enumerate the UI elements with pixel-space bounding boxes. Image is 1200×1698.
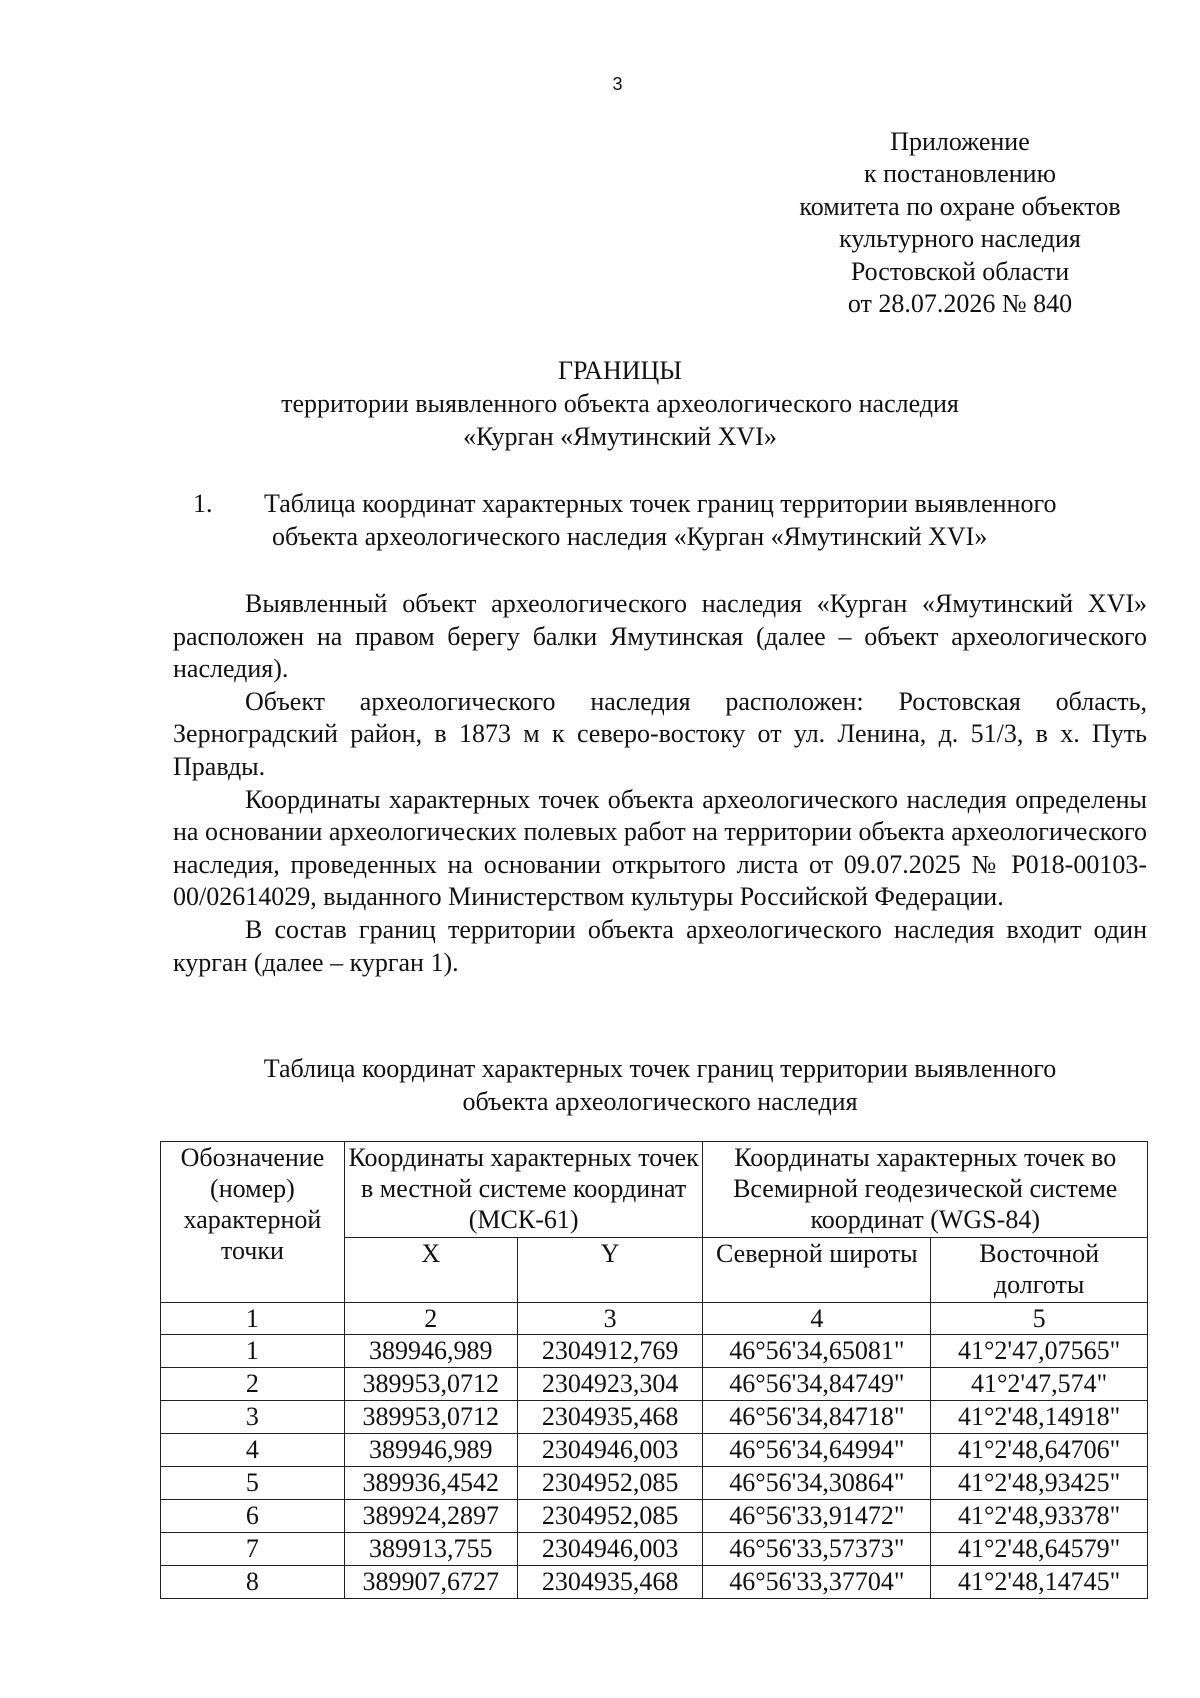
lon-cell: 41°2'48,14918"	[931, 1401, 1148, 1434]
appendix-line: Приложение	[890, 127, 1030, 156]
column-number-row	[161, 1303, 1148, 1335]
x-cell: 389953,0712	[344, 1368, 517, 1401]
x-cell: 389946,989	[344, 1335, 517, 1368]
body-text	[173, 588, 1147, 979]
y-cell: 2304952,085	[517, 1500, 703, 1533]
lon-cell: 41°2'48,64579"	[931, 1533, 1148, 1566]
lon-cell: 41°2'47,07565"	[931, 1335, 1148, 1368]
title-heading: ГРАНИЦЫ	[558, 356, 682, 385]
coordinates-table	[160, 1141, 1148, 1599]
lat-cell: 46°56'34,84749"	[703, 1368, 931, 1401]
x-cell: 389953,0712	[344, 1401, 517, 1434]
appendix-line: к постановлению	[863, 159, 1057, 189]
x-cell: 389907,6727	[344, 1566, 517, 1599]
lat-cell: 46°56'33,91472"	[703, 1500, 931, 1533]
table-header-row	[161, 1142, 1148, 1238]
y-cell: 2304935,468	[517, 1401, 703, 1434]
column-number-cell: 1	[161, 1303, 345, 1335]
subheader-y-cell: Y	[517, 1238, 703, 1303]
appendix-line: комитета по охране объектов	[799, 191, 1121, 221]
subheader-lon-cell: Восточной долготы	[931, 1238, 1148, 1303]
paragraph: Координаты характерных точек объекта археологического наследия определены на основании археологических полевых работ на территории объекта археологического наследия, проведенных на основании открытого листа от 09.07.2025 № Р018-00103-00/02614029, выданного Министерством культуры Российской Федерации.	[173, 784, 1147, 912]
table-row	[161, 1467, 1148, 1500]
table-row	[161, 1533, 1148, 1566]
table-row	[161, 1401, 1148, 1434]
subheader-lat-cell: Северной широты	[703, 1238, 931, 1303]
lon-cell: 41°2'48,64706"	[931, 1434, 1148, 1467]
column-number-cell: 2	[344, 1303, 517, 1335]
appendix-line: от 28.07.2026 № 840	[847, 289, 1073, 319]
header-msk-cell: Координаты характерных точек в местной системе координат (МСК-61)	[344, 1142, 703, 1238]
x-cell: 389913,755	[344, 1533, 517, 1566]
y-cell: 2304935,468	[517, 1566, 703, 1599]
appendix-line: культурного наследия	[839, 224, 1081, 254]
table-caption	[240, 1052, 1080, 1118]
section-title-line: Таблица координат характерных точек границ территории выявленного	[264, 489, 1057, 518]
page-number: 3	[612, 74, 623, 94]
paragraph: Объект археологического наследия расположен: Ростовская область, Зерноградский район, в 1873 м к северо-востоку от ул. Ленина, д. 51/3, в х. Путь Правды.	[173, 686, 1147, 781]
x-cell: 389936,4542	[344, 1467, 517, 1500]
column-number-cell: 4	[703, 1303, 931, 1335]
lat-cell: 46°56'34,30864"	[703, 1467, 931, 1500]
title-line: «Курган «Ямутинский XVI»	[463, 422, 777, 451]
y-cell: 2304923,304	[517, 1368, 703, 1401]
header-point-cell: Обозначение (номер) характерной точки	[161, 1142, 345, 1303]
point-cell: 6	[161, 1500, 345, 1533]
caption-line: объекта археологического наследия	[462, 1087, 858, 1116]
lon-cell: 41°2'48,14745"	[931, 1566, 1148, 1599]
table-row	[161, 1566, 1148, 1599]
section-title-line: объекта археологического наследия «Курган «Ямутинский XVI»	[272, 522, 988, 551]
point-cell: 2	[161, 1368, 345, 1401]
lat-cell: 46°56'34,84718"	[703, 1401, 931, 1434]
point-cell: 1	[161, 1335, 345, 1368]
caption-line: Таблица координат характерных точек границ территории выявленного	[263, 1054, 1057, 1083]
y-cell: 2304912,769	[517, 1335, 703, 1368]
appendix-line: Ростовской области	[850, 256, 1070, 286]
column-number-cell: 3	[517, 1303, 703, 1335]
lon-cell: 41°2'47,574"	[931, 1368, 1148, 1401]
title-line: территории выявленного объекта археологического наследия	[281, 389, 959, 418]
table-row	[161, 1500, 1148, 1533]
x-cell: 389946,989	[344, 1434, 517, 1467]
y-cell: 2304952,085	[517, 1467, 703, 1500]
lat-cell: 46°56'34,65081"	[703, 1335, 931, 1368]
lat-cell: 46°56'33,37704"	[703, 1566, 931, 1599]
y-cell: 2304946,003	[517, 1434, 703, 1467]
appendix-block	[760, 126, 1160, 320]
document-title	[240, 354, 1000, 453]
point-cell: 5	[161, 1467, 345, 1500]
table-row	[161, 1368, 1148, 1401]
y-cell: 2304946,003	[517, 1533, 703, 1566]
paragraph: В состав границ территории объекта археологического наследия входит один курган (далее – курган 1).	[173, 914, 1147, 977]
point-cell: 4	[161, 1434, 345, 1467]
point-cell: 3	[161, 1401, 345, 1434]
table-row	[161, 1434, 1148, 1467]
header-wgs-cell: Координаты характерных точек во Всемирной геодезической системе координат (WGS-84)	[703, 1142, 1148, 1238]
paragraph: Выявленный объект археологического наследия «Курган «Ямутинский XVI» расположен на правом берегу балки Ямутинская (далее – объект археологического наследия).	[173, 589, 1147, 684]
lon-cell: 41°2'48,93378"	[931, 1500, 1148, 1533]
table-row	[161, 1335, 1148, 1368]
lat-cell: 46°56'34,64994"	[703, 1434, 931, 1467]
lon-cell: 41°2'48,93425"	[931, 1467, 1148, 1500]
column-number-cell: 5	[931, 1303, 1148, 1335]
lat-cell: 46°56'33,57373"	[703, 1533, 931, 1566]
section-number: 1.	[193, 489, 213, 518]
x-cell: 389924,2897	[344, 1500, 517, 1533]
subheader-x-cell: X	[344, 1238, 517, 1303]
point-cell: 7	[161, 1533, 345, 1566]
point-cell: 8	[161, 1566, 345, 1599]
